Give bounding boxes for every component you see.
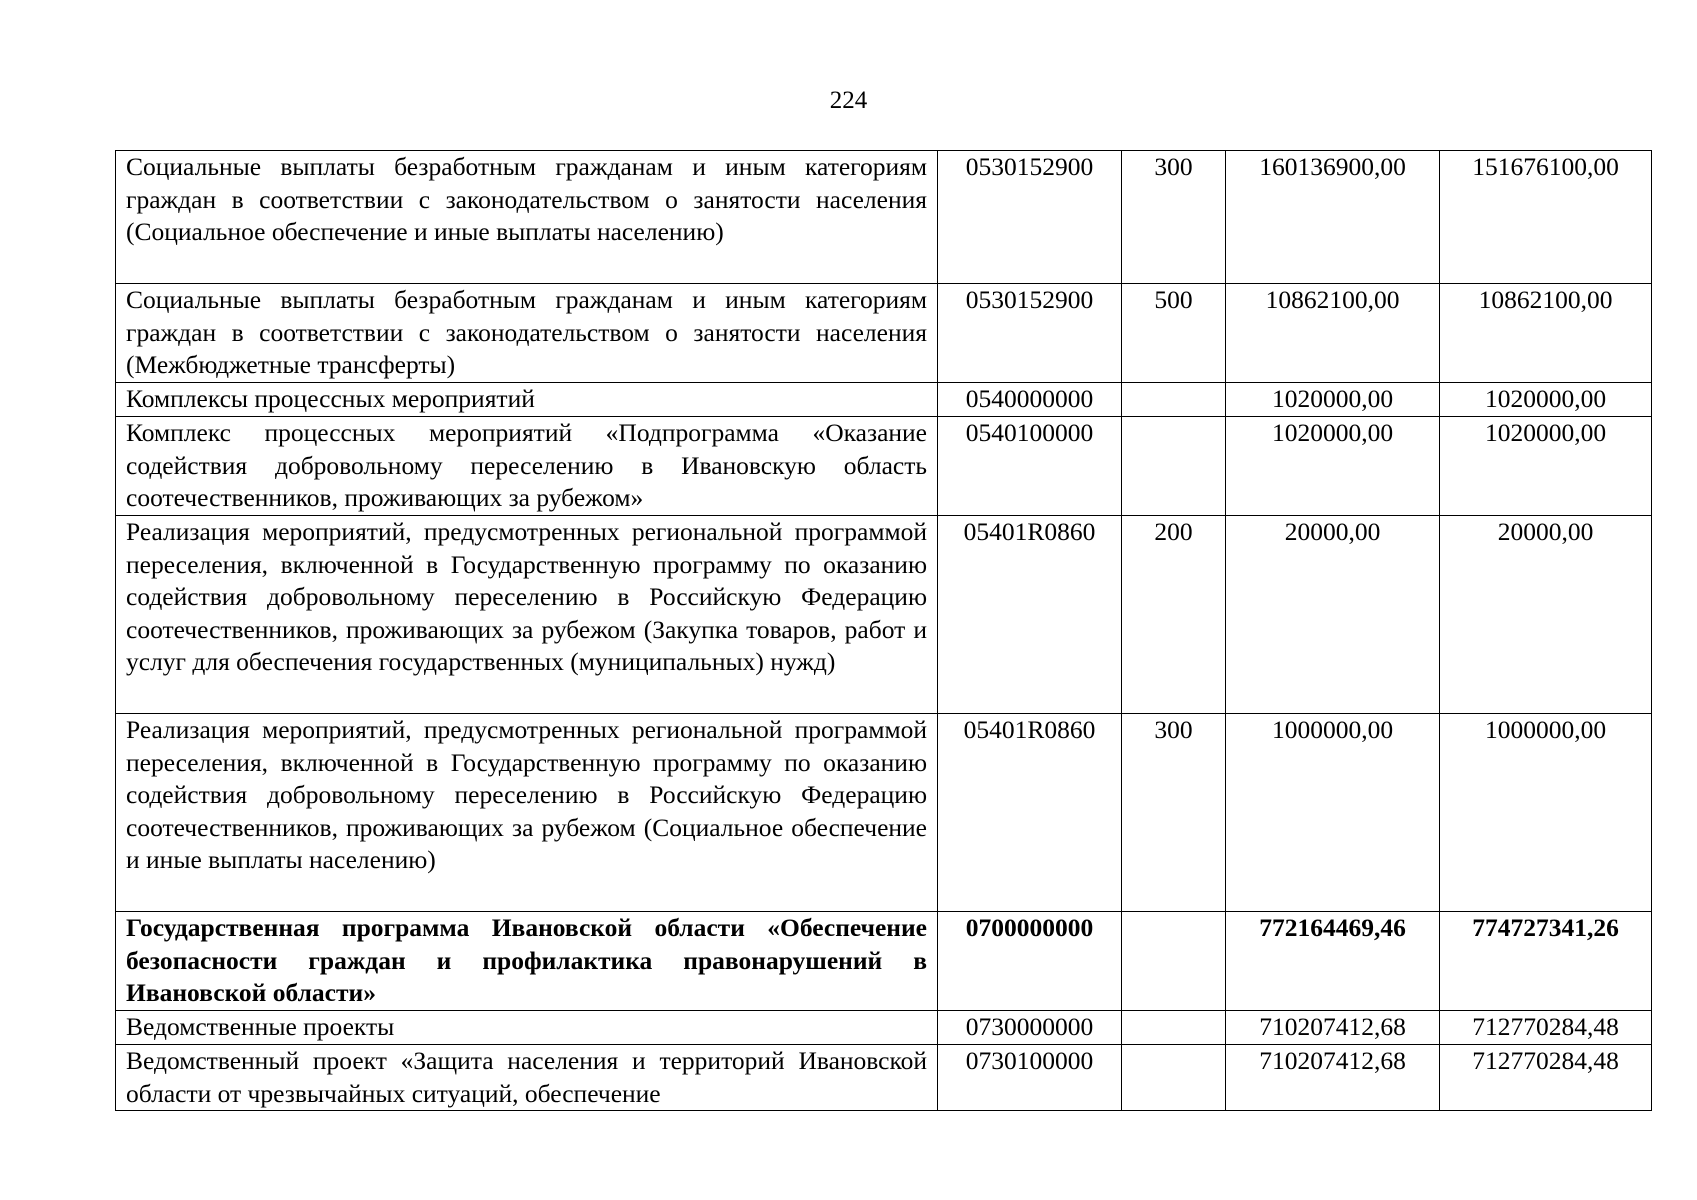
row-amount-2: 10862100,00 <box>1440 284 1652 383</box>
row-amount-2: 151676100,00 <box>1440 151 1652 284</box>
row-expense-type: 300 <box>1122 151 1226 284</box>
row-amount-2: 1000000,00 <box>1440 714 1652 912</box>
row-expense-type <box>1122 383 1226 417</box>
table-row <box>116 383 1652 417</box>
row-amount-1: 20000,00 <box>1226 516 1440 714</box>
table-row <box>116 516 1652 714</box>
row-code: 0730000000 <box>938 1011 1122 1045</box>
row-code: 0540000000 <box>938 383 1122 417</box>
row-code: 0540100000 <box>938 417 1122 516</box>
row-name: Комплексы процессных мероприятий <box>116 383 938 417</box>
row-name: Реализация мероприятий, предусмотренных региональной программой переселения, включенной в Государственную программу по оказанию содействия добровольному переселению в Российскую Федерацию соотечественников, проживающих за рубежом (Закупка товаров, работ и услуг для обеспечения государственных (муниципальных) нужд) <box>116 516 938 714</box>
row-amount-2: 20000,00 <box>1440 516 1652 714</box>
row-expense-type <box>1122 417 1226 516</box>
table-row <box>116 151 1652 284</box>
row-code: 0530152900 <box>938 284 1122 383</box>
row-amount-1: 710207412,68 <box>1226 1045 1440 1111</box>
row-amount-1: 710207412,68 <box>1226 1011 1440 1045</box>
row-name: Социальные выплаты безработным гражданам и иным категориям граждан в соответствии с законодательством о занятости населения (Социальное обеспечение и иные выплаты населению) <box>116 151 938 284</box>
table-row <box>116 284 1652 383</box>
page-number: 224 <box>829 87 868 114</box>
row-code: 0730100000 <box>938 1045 1122 1111</box>
row-expense-type: 500 <box>1122 284 1226 383</box>
row-expense-type <box>1122 1011 1226 1045</box>
row-name: Социальные выплаты безработным гражданам и иным категориям граждан в соответствии с законодательством о занятости населения (Межбюджетные трансферты) <box>116 284 938 383</box>
row-name: Государственная программа Ивановской области «Обеспечение безопасности граждан и профилактика правонарушений в Ивановской области» <box>116 912 938 1011</box>
row-code: 05401R0860 <box>938 714 1122 912</box>
row-amount-2: 1020000,00 <box>1440 383 1652 417</box>
row-amount-1: 1020000,00 <box>1226 417 1440 516</box>
budget-table <box>115 150 1652 1111</box>
row-amount-1: 160136900,00 <box>1226 151 1440 284</box>
table-row <box>116 417 1652 516</box>
row-code: 0530152900 <box>938 151 1122 284</box>
row-amount-1: 10862100,00 <box>1226 284 1440 383</box>
row-amount-1: 772164469,46 <box>1226 912 1440 1011</box>
row-expense-type: 200 <box>1122 516 1226 714</box>
row-expense-type <box>1122 912 1226 1011</box>
row-amount-2: 712770284,48 <box>1440 1045 1652 1111</box>
table-row <box>116 1011 1652 1045</box>
row-expense-type <box>1122 1045 1226 1111</box>
row-name: Реализация мероприятий, предусмотренных региональной программой переселения, включенной в Государственную программу по оказанию содействия добровольному переселению в Российскую Федерацию соотечественников, проживающих за рубежом (Социальное обеспечение и иные выплаты населению) <box>116 714 938 912</box>
row-code: 05401R0860 <box>938 516 1122 714</box>
row-expense-type: 300 <box>1122 714 1226 912</box>
row-amount-2: 712770284,48 <box>1440 1011 1652 1045</box>
row-code: 0700000000 <box>938 912 1122 1011</box>
row-name: Комплекс процессных мероприятий «Подпрограмма «Оказание содействия добровольному переселению в Ивановскую область соотечественников, проживающих за рубежом» <box>116 417 938 516</box>
table-row <box>116 1045 1652 1111</box>
row-amount-1: 1000000,00 <box>1226 714 1440 912</box>
row-amount-2: 774727341,26 <box>1440 912 1652 1011</box>
row-name: Ведомственные проекты <box>116 1011 938 1045</box>
row-name: Ведомственный проект «Защита населения и территорий Ивановской области от чрезвычайных ситуаций, обеспечение <box>116 1045 938 1111</box>
row-amount-1: 1020000,00 <box>1226 383 1440 417</box>
table-row <box>116 912 1652 1011</box>
row-amount-2: 1020000,00 <box>1440 417 1652 516</box>
table-row <box>116 714 1652 912</box>
